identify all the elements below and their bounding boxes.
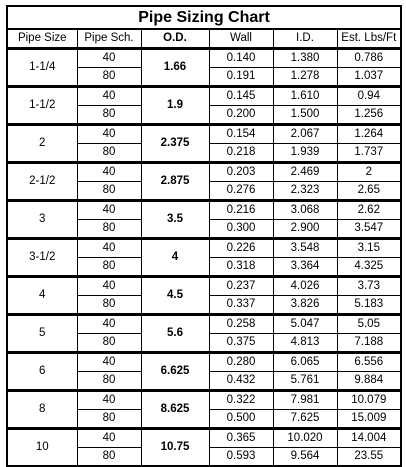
- id-cell: 1.278: [273, 68, 337, 87]
- header-wall: Wall: [209, 29, 273, 49]
- table-body: [7, 49, 401, 467]
- schedule-cell: 40: [77, 315, 141, 334]
- pipe-sizing-sheet: [6, 5, 400, 467]
- pipe-size-cell: 1-1/4: [7, 49, 77, 87]
- wall-cell: 0.237: [209, 277, 273, 296]
- header-id: I.D.: [273, 29, 337, 49]
- schedule-cell: 40: [77, 239, 141, 258]
- wall-cell: 0.500: [209, 410, 273, 429]
- schedule-cell: 80: [77, 448, 141, 467]
- schedule-cell: 40: [77, 353, 141, 372]
- od-cell: 1.66: [141, 49, 209, 87]
- id-cell: 10.020: [273, 429, 337, 448]
- id-cell: 3.826: [273, 296, 337, 315]
- lbs-cell: 3.73: [337, 277, 401, 296]
- table-row: [7, 429, 401, 448]
- wall-cell: 0.300: [209, 220, 273, 239]
- id-cell: 9.564: [273, 448, 337, 467]
- wall-cell: 0.218: [209, 144, 273, 163]
- schedule-cell: 80: [77, 372, 141, 391]
- schedule-cell: 80: [77, 334, 141, 353]
- id-cell: 5.047: [273, 315, 337, 334]
- wall-cell: 0.258: [209, 315, 273, 334]
- lbs-cell: 2: [337, 163, 401, 182]
- wall-cell: 0.280: [209, 353, 273, 372]
- id-cell: 1.939: [273, 144, 337, 163]
- lbs-cell: 23.55: [337, 448, 401, 467]
- chart-title: Pipe Sizing Chart: [7, 6, 401, 29]
- pipe-size-cell: 1-1/2: [7, 87, 77, 125]
- schedule-cell: 80: [77, 182, 141, 201]
- table-row: [7, 87, 401, 106]
- table-row: [7, 315, 401, 334]
- od-cell: 5.6: [141, 315, 209, 353]
- wall-cell: 0.191: [209, 68, 273, 87]
- wall-cell: 0.593: [209, 448, 273, 467]
- id-cell: 4.813: [273, 334, 337, 353]
- pipe-size-cell: 4: [7, 277, 77, 315]
- id-cell: 6.065: [273, 353, 337, 372]
- id-cell: 1.380: [273, 49, 337, 68]
- pipe-size-cell: 3: [7, 201, 77, 239]
- schedule-cell: 40: [77, 49, 141, 68]
- lbs-cell: 2.62: [337, 201, 401, 220]
- pipe-size-cell: 8: [7, 391, 77, 429]
- wall-cell: 0.200: [209, 106, 273, 125]
- pipe-size-cell: 5: [7, 315, 77, 353]
- schedule-cell: 80: [77, 220, 141, 239]
- schedule-cell: 40: [77, 391, 141, 410]
- od-cell: 6.625: [141, 353, 209, 391]
- schedule-cell: 80: [77, 296, 141, 315]
- schedule-cell: 40: [77, 429, 141, 448]
- schedule-cell: 40: [77, 201, 141, 220]
- lbs-cell: 6.556: [337, 353, 401, 372]
- wall-cell: 0.322: [209, 391, 273, 410]
- schedule-cell: 80: [77, 144, 141, 163]
- wall-cell: 0.203: [209, 163, 273, 182]
- pipe-size-cell: 10: [7, 429, 77, 467]
- wall-cell: 0.140: [209, 49, 273, 68]
- id-cell: 7.625: [273, 410, 337, 429]
- table-row: [7, 391, 401, 410]
- table-row: [7, 201, 401, 220]
- table-row: [7, 49, 401, 68]
- schedule-cell: 80: [77, 68, 141, 87]
- wall-cell: 0.375: [209, 334, 273, 353]
- wall-cell: 0.318: [209, 258, 273, 277]
- od-cell: 4.5: [141, 277, 209, 315]
- lbs-cell: 3.547: [337, 220, 401, 239]
- header-est-lbs-ft: Est. Lbs/Ft: [337, 29, 401, 49]
- wall-cell: 0.216: [209, 201, 273, 220]
- wall-cell: 0.432: [209, 372, 273, 391]
- lbs-cell: 1.737: [337, 144, 401, 163]
- id-cell: 7.981: [273, 391, 337, 410]
- pipe-size-cell: 6: [7, 353, 77, 391]
- table-row: [7, 353, 401, 372]
- schedule-cell: 80: [77, 106, 141, 125]
- header-row: [7, 29, 401, 49]
- schedule-cell: 80: [77, 258, 141, 277]
- lbs-cell: 0.94: [337, 87, 401, 106]
- header-pipe-sch: Pipe Sch.: [77, 29, 141, 49]
- pipe-size-cell: 3-1/2: [7, 239, 77, 277]
- id-cell: 2.067: [273, 125, 337, 144]
- od-cell: 4: [141, 239, 209, 277]
- lbs-cell: 3.15: [337, 239, 401, 258]
- schedule-cell: 40: [77, 163, 141, 182]
- lbs-cell: 7.188: [337, 334, 401, 353]
- lbs-cell: 2.65: [337, 182, 401, 201]
- od-cell: 2.375: [141, 125, 209, 163]
- id-cell: 2.323: [273, 182, 337, 201]
- header-od: O.D.: [141, 29, 209, 49]
- id-cell: 3.068: [273, 201, 337, 220]
- od-cell: 3.5: [141, 201, 209, 239]
- schedule-cell: 40: [77, 125, 141, 144]
- lbs-cell: 9.884: [337, 372, 401, 391]
- wall-cell: 0.365: [209, 429, 273, 448]
- id-cell: 1.500: [273, 106, 337, 125]
- od-cell: 1.9: [141, 87, 209, 125]
- pipe-size-cell: 2: [7, 125, 77, 163]
- pipe-size-cell: 2-1/2: [7, 163, 77, 201]
- header-pipe-size: Pipe Size: [7, 29, 77, 49]
- id-cell: 4.026: [273, 277, 337, 296]
- id-cell: 1.610: [273, 87, 337, 106]
- pipe-sizing-table: [6, 5, 402, 467]
- table-row: [7, 163, 401, 182]
- id-cell: 2.900: [273, 220, 337, 239]
- lbs-cell: 4.325: [337, 258, 401, 277]
- id-cell: 3.548: [273, 239, 337, 258]
- lbs-cell: 0.786: [337, 49, 401, 68]
- lbs-cell: 1.256: [337, 106, 401, 125]
- wall-cell: 0.276: [209, 182, 273, 201]
- schedule-cell: 40: [77, 277, 141, 296]
- lbs-cell: 14.004: [337, 429, 401, 448]
- id-cell: 3.364: [273, 258, 337, 277]
- wall-cell: 0.337: [209, 296, 273, 315]
- lbs-cell: 1.037: [337, 68, 401, 87]
- table-row: [7, 239, 401, 258]
- schedule-cell: 40: [77, 87, 141, 106]
- schedule-cell: 80: [77, 410, 141, 429]
- table-row: [7, 125, 401, 144]
- id-cell: 2.469: [273, 163, 337, 182]
- wall-cell: 0.145: [209, 87, 273, 106]
- lbs-cell: 5.05: [337, 315, 401, 334]
- id-cell: 5.761: [273, 372, 337, 391]
- od-cell: 10.75: [141, 429, 209, 467]
- wall-cell: 0.154: [209, 125, 273, 144]
- lbs-cell: 15.009: [337, 410, 401, 429]
- od-cell: 2.875: [141, 163, 209, 201]
- wall-cell: 0.226: [209, 239, 273, 258]
- lbs-cell: 5.183: [337, 296, 401, 315]
- table-row: [7, 277, 401, 296]
- od-cell: 8.625: [141, 391, 209, 429]
- lbs-cell: 10.079: [337, 391, 401, 410]
- lbs-cell: 1.264: [337, 125, 401, 144]
